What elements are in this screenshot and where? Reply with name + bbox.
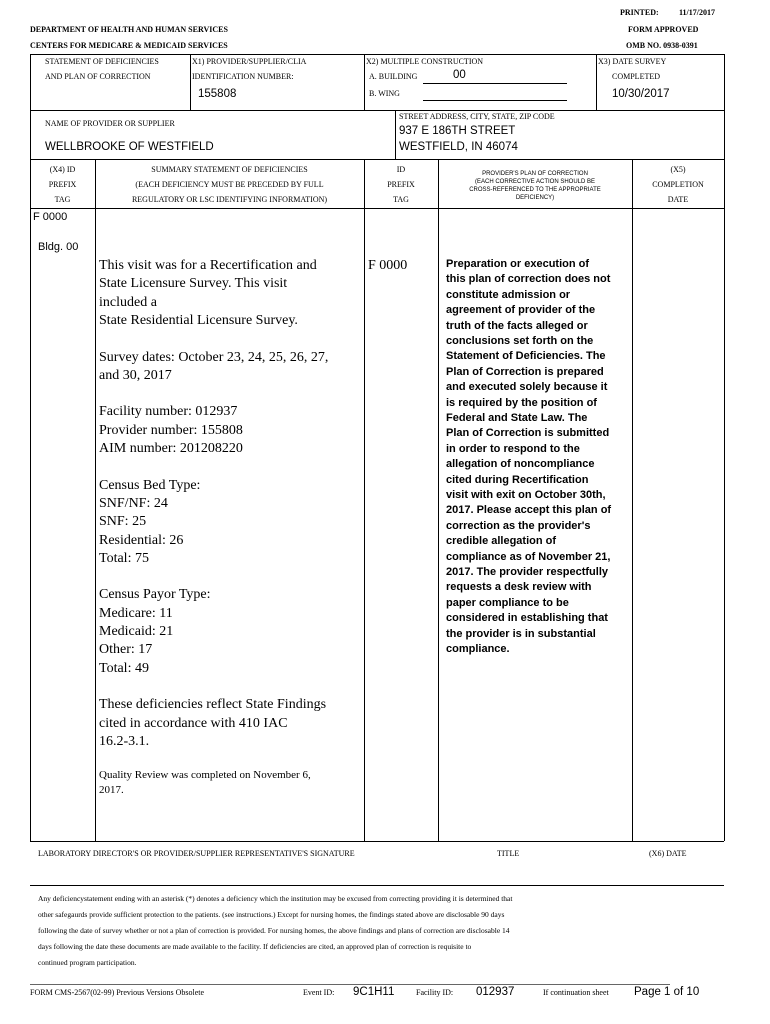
tag-left: F 0000 [33, 211, 68, 223]
provider-name-value: WELLBROOKE OF WESTFIELD [45, 141, 214, 153]
summary-line: Total: 75 [99, 550, 149, 566]
rule-col-id [438, 159, 439, 841]
summary-line: Census Payor Type: [99, 587, 211, 603]
x5-header-2: COMPLETION [652, 180, 704, 189]
statement-label-1: STATEMENT OF DEFICIENCIES [45, 57, 159, 66]
poc-line: credible allegation of [446, 535, 557, 548]
summary-line: Other: 17 [99, 642, 153, 658]
rule-box2 [364, 54, 365, 110]
poc-line: the provider is in substantial [446, 627, 596, 640]
provider-name-label: NAME OF PROVIDER OR SUPPLIER [45, 119, 175, 128]
x4-header-2: PREFIX [48, 180, 77, 189]
printed-date: 11/17/2017 [679, 8, 716, 17]
disclaimer-line: days following the date these documents are made available to the facility. If deficiencies are cited, an approved plan of correction is requisite to [38, 942, 472, 951]
address-line-2: WESTFIELD, IN 46074 [399, 141, 518, 153]
form-number: FORM CMS-2567(02-99) Previous Versions Obsolete [30, 988, 205, 997]
rule-top [30, 54, 724, 55]
rule-col-summary [364, 159, 365, 841]
disclaimer-line: other safegaurds provide sufficient protection to the patients. (see instructions.) Except for nursing homes, the findings stated above are disclosable 90 days [38, 910, 505, 919]
rule-columns-bottom [30, 208, 724, 209]
rule-provider-bottom [30, 159, 724, 160]
summary-line: This visit was for a Recertification and [99, 258, 317, 273]
poc-line: agreement of provider of the [446, 304, 596, 317]
provider-id-label-2: IDENTIFICATION NUMBER: [192, 72, 294, 81]
construction-label: X2) MULTIPLE CONSTRUCTION [366, 57, 484, 66]
building-underline [423, 83, 567, 84]
summary-header-1: SUMMARY STATEMENT OF DEFICIENCIES [151, 165, 308, 174]
date-survey-label-2: COMPLETED [612, 72, 660, 81]
facility-id-value: 012937 [476, 986, 515, 998]
provider-id-value: 155808 [198, 88, 237, 100]
rule-right [724, 54, 725, 841]
rule-signature-bottom [30, 885, 724, 886]
quality-review-1: Quality Review was completed on November 6, [99, 769, 311, 781]
poc-line: 2017. The provider respectfully [446, 566, 609, 578]
summary-line: Residential: 26 [99, 532, 184, 548]
poc-line: conclusions set forth on the [446, 335, 594, 347]
x4-header-3: TAG [54, 195, 71, 204]
poc-line: cited during Recertification [446, 473, 589, 486]
summary-header-2: (EACH DEFICIENCY MUST BE PRECEDED BY FULL [135, 180, 324, 189]
facility-id-label: Facility ID: [416, 988, 454, 997]
address-line-1: 937 E 186TH STREET [399, 125, 516, 137]
summary-line: included a [99, 294, 157, 310]
summary-line: State Residential Licensure Survey. [99, 312, 298, 328]
disclaimer-line: following the date of survey whether or not a plan of correction is provided. For nursing homes, the above findings and plans of correction are disclosable 14 [38, 926, 510, 935]
event-id-label: Event ID: [303, 988, 335, 997]
summary-header-3: REGULATORY OR LSC IDENTIFYING INFORMATION) [131, 195, 328, 204]
poc-line: Plan of Correction is prepared [446, 365, 604, 378]
summary-line: Total: 49 [99, 660, 149, 676]
id-header-1: ID [396, 165, 406, 174]
summary-line: and 30, 2017 [99, 367, 172, 383]
rule-provider [395, 110, 396, 159]
disclaimer-line: continued program participation. [38, 958, 137, 967]
summary-line: Provider number: 155808 [99, 422, 243, 438]
building-value: 00 [453, 69, 466, 81]
poc-line: 2017. Please accept this plan of [446, 504, 612, 517]
poc-line: Preparation or execution of [446, 258, 590, 270]
cms-name: CENTERS FOR MEDICARE & MEDICAID SERVICES [30, 41, 228, 50]
address-label: STREET ADDRESS, CITY, STATE, ZIP CODE [399, 112, 555, 121]
continuation-label: If continuation sheet [543, 988, 609, 997]
signature-label: LABORATORY DIRECTOR'S OR PROVIDER/SUPPLIER REPRESENTATIVE'S SIGNATURE [38, 849, 355, 858]
poc-line: constitute admission or [446, 288, 571, 301]
x4-header-1: (X4) ID [49, 165, 76, 174]
rule-col-poc [632, 159, 633, 841]
omb-number: OMB NO. 0938-0391 [626, 41, 698, 50]
quality-review-2: 2017. [99, 784, 124, 796]
page-number: Page 1 of 10 [634, 986, 700, 998]
rule-body-bottom [30, 841, 724, 842]
poc-header-1: PROVIDER'S PLAN OF CORRECTION [482, 171, 588, 177]
summary-line: SNF/NF: 24 [99, 495, 168, 511]
poc-line: Plan of Correction is submitted [446, 427, 610, 440]
x6-date-label: (X6) DATE [649, 849, 687, 858]
rule-col-x4 [95, 159, 96, 841]
tag-right: F 0000 [368, 258, 408, 273]
poc-line: compliance. [446, 643, 510, 655]
summary-line: 16.2-3.1. [99, 733, 150, 749]
summary-line: Census Bed Type: [99, 477, 201, 493]
rule-footer [30, 984, 670, 985]
printed-label: PRINTED: [620, 8, 659, 17]
rule-box3 [596, 54, 597, 110]
wing-label: B. WING [369, 89, 400, 98]
title-label: TITLE [497, 849, 520, 858]
event-id-value: 9C1H11 [353, 986, 395, 998]
poc-line: allegation of noncompliance [446, 458, 595, 471]
summary-line: Medicare: 11 [99, 605, 173, 621]
poc-line: Statement of Deficiencies. The [446, 350, 606, 363]
summary-line: Facility number: 012937 [99, 404, 238, 420]
poc-line: is required by the position of [446, 396, 597, 409]
poc-line: in order to respond to the [446, 442, 580, 455]
date-survey-value: 10/30/2017 [612, 88, 670, 100]
date-survey-label-1: X3) DATE SURVEY [598, 57, 667, 66]
poc-line: visit with exit on October 30th, [446, 489, 606, 501]
poc-line: Federal and State Law. The [446, 412, 588, 424]
summary-line: cited in accordance with 410 IAC [99, 715, 288, 731]
summary-line: AIM number: 201208220 [99, 441, 243, 456]
poc-header-3: CROSS-REFERENCED TO THE APPROPRIATE [469, 187, 601, 193]
poc-header-2: (EACH CORRECTIVE ACTION SHOULD BE [474, 179, 596, 185]
statement-label-2: AND PLAN OF CORRECTION [45, 72, 151, 81]
form-approved: FORM APPROVED [628, 25, 699, 34]
summary-line: Medicaid: 21 [99, 624, 174, 639]
poc-line: considered in establishing that [446, 612, 608, 625]
poc-line: correction as the provider's [446, 519, 591, 532]
dept-name: DEPARTMENT OF HEALTH AND HUMAN SERVICES [30, 25, 228, 34]
summary-line: Survey dates: October 23, 24, 25, 26, 27, [99, 349, 329, 365]
x5-header-3: DATE [667, 195, 689, 204]
poc-line: paper compliance to be [446, 596, 569, 609]
poc-line: and executed solely because it [446, 381, 608, 394]
poc-line: compliance as of November 21, [446, 550, 611, 563]
x5-header-1: (X5) [670, 165, 686, 174]
rule-header-bottom [30, 110, 724, 111]
rule-box1 [190, 54, 191, 110]
provider-id-label-1: X1) PROVIDER/SUPPLIER/CLIA [192, 57, 307, 66]
summary-line: SNF: 25 [99, 514, 147, 530]
building-label: A. BUILDING [369, 72, 418, 81]
summary-line: State Licensure Survey. This visit [99, 276, 288, 292]
id-header-2: PREFIX [387, 180, 415, 189]
building-tag: Bldg. 00 [38, 241, 79, 253]
id-header-3: TAG [393, 195, 409, 204]
wing-underline [423, 100, 567, 101]
poc-line: this plan of correction does not [446, 273, 611, 286]
poc-line: truth of the facts alleged or [446, 319, 588, 332]
disclaimer-line: Any deficiencystatement ending with an asterisk (*) denotes a deficiency which the institution may be excused from correcting providing it is determined that [38, 894, 513, 903]
poc-header-4: DEFICIENCY) [515, 195, 555, 201]
poc-line: requests a desk review with [446, 581, 592, 594]
summary-line: These deficiencies reflect State Findings [99, 697, 327, 713]
